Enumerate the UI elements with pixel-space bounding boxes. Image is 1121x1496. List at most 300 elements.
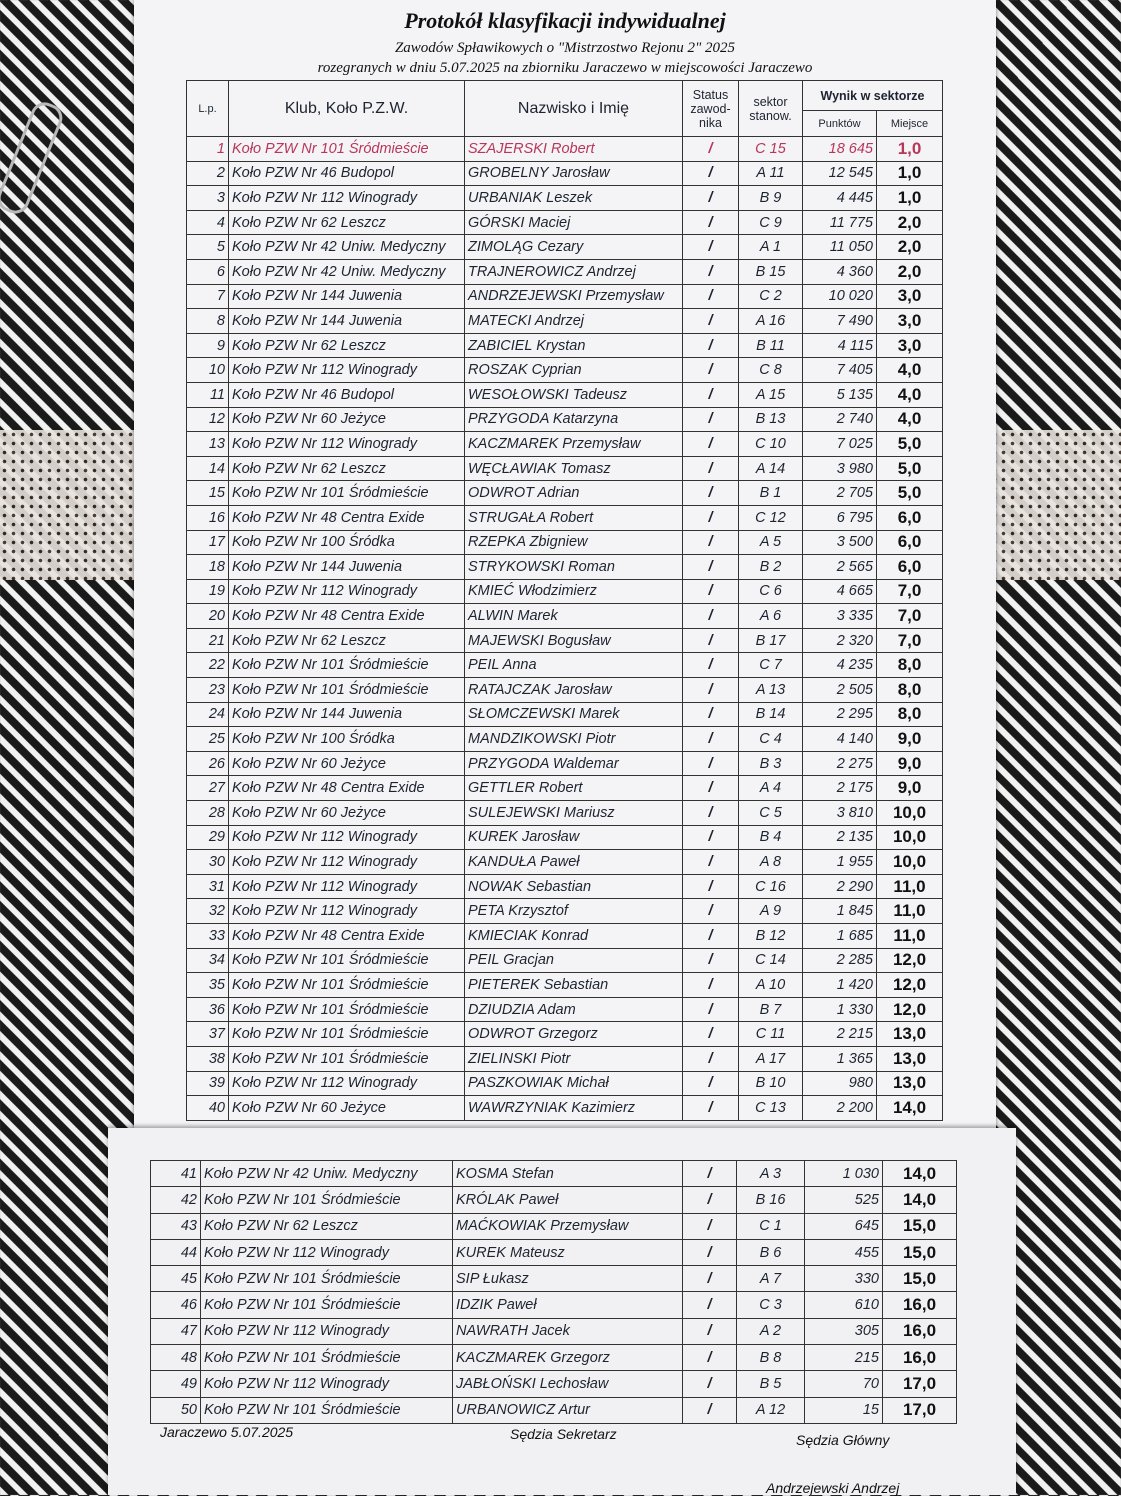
cell-sektor: C 9 [739, 210, 803, 235]
cell-sektor: A 1 [739, 235, 803, 260]
cell-klub: Koło PZW Nr 112 Winogrady [229, 1071, 465, 1096]
cell-nazwisko: GÓRSKI Maciej [465, 210, 683, 235]
table-row [187, 751, 943, 776]
cell-sektor: A 15 [739, 382, 803, 407]
table-row [187, 210, 943, 235]
cell-nazwisko: KMIECIAK Konrad [465, 924, 683, 949]
cell-lp: 12 [187, 407, 229, 432]
cell-sektor: B 6 [737, 1239, 805, 1265]
cell-nazwisko: ZABICIEL Krystan [465, 333, 683, 358]
table-row [187, 309, 943, 334]
cell-sektor: B 10 [739, 1071, 803, 1096]
cell-punkty: 2 200 [803, 1096, 877, 1121]
table-row [187, 1022, 943, 1047]
table-row [187, 1096, 943, 1121]
cell-nazwisko: PEIL Gracjan [465, 948, 683, 973]
cell-lp: 22 [187, 653, 229, 678]
cell-nazwisko: ANDRZEJEWSKI Przemysław [465, 284, 683, 309]
cell-lp: 43 [151, 1213, 201, 1239]
table-row [187, 186, 943, 211]
cell-miejsce: 5,0 [877, 481, 943, 506]
cell-punkty: 12 545 [803, 161, 877, 186]
cell-status: / [683, 1213, 737, 1239]
cell-miejsce: 1,0 [877, 186, 943, 211]
cell-nazwisko: STRYKOWSKI Roman [465, 555, 683, 580]
cell-punkty: 7 490 [803, 309, 877, 334]
cell-klub: Koło PZW Nr 101 Śródmieście [229, 997, 465, 1022]
cell-punkty: 4 665 [803, 579, 877, 604]
table-row [187, 432, 943, 457]
cell-nazwisko: WĘCŁAWIAK Tomasz [465, 456, 683, 481]
cell-status: / [683, 1187, 737, 1213]
cell-status: / [683, 259, 739, 284]
cell-sektor: C 7 [739, 653, 803, 678]
cell-sektor: C 8 [739, 358, 803, 383]
cell-klub: Koło PZW Nr 101 Śródmieście [201, 1266, 453, 1292]
cell-nazwisko: PETA Krzysztof [465, 899, 683, 924]
cell-klub: Koło PZW Nr 48 Centra Exide [229, 776, 465, 801]
cell-lp: 37 [187, 1022, 229, 1047]
cell-status: / [683, 555, 739, 580]
cell-klub: Koło PZW Nr 101 Śródmieście [229, 653, 465, 678]
cell-nazwisko: PASZKOWIAK Michał [465, 1071, 683, 1096]
table-row [151, 1292, 957, 1318]
cell-miejsce: 2,0 [877, 259, 943, 284]
cell-sektor: A 13 [739, 678, 803, 703]
cell-klub: Koło PZW Nr 144 Juwenia [229, 284, 465, 309]
table-row [187, 579, 943, 604]
cell-sektor: B 4 [739, 825, 803, 850]
cell-status: / [683, 505, 739, 530]
cell-status: / [683, 973, 739, 998]
cell-status: / [683, 456, 739, 481]
cell-sektor: A 2 [737, 1318, 805, 1344]
cell-klub: Koło PZW Nr 112 Winogrady [229, 850, 465, 875]
cell-nazwisko: STRUGAŁA Robert [465, 505, 683, 530]
table-row [187, 1071, 943, 1096]
cell-klub: Koło PZW Nr 101 Śródmieście [201, 1292, 453, 1318]
table-row [151, 1397, 957, 1423]
cell-status: / [683, 382, 739, 407]
cell-sektor: A 12 [737, 1397, 805, 1423]
cell-klub: Koło PZW Nr 112 Winogrady [229, 825, 465, 850]
cell-klub: Koło PZW Nr 112 Winogrady [229, 899, 465, 924]
cell-klub: Koło PZW Nr 144 Juwenia [229, 309, 465, 334]
cell-nazwisko: MANDZIKOWSKI Piotr [465, 727, 683, 752]
cell-miejsce: 17,0 [883, 1397, 957, 1423]
cell-status: / [683, 653, 739, 678]
cell-punkty: 980 [803, 1071, 877, 1096]
cell-status: / [683, 235, 739, 260]
cell-miejsce: 6,0 [877, 505, 943, 530]
table-row [151, 1318, 957, 1344]
document-place-line: rozegranych w dniu 5.07.2025 na zbiorniku Jaraczewo w miejscowości Jaraczewo [317, 60, 813, 76]
cell-punkty: 1 030 [805, 1161, 883, 1187]
cell-nazwisko: KACZMAREK Przemysław [465, 432, 683, 457]
cell-klub: Koło PZW Nr 48 Centra Exide [229, 604, 465, 629]
table-row [187, 382, 943, 407]
cell-klub: Koło PZW Nr 62 Leszcz [229, 456, 465, 481]
cell-lp: 15 [187, 481, 229, 506]
cell-nazwisko: IDZIK Paweł [453, 1292, 683, 1318]
cell-klub: Koło PZW Nr 62 Leszcz [201, 1213, 453, 1239]
table-row [187, 801, 943, 826]
cell-klub: Koło PZW Nr 42 Uniw. Medyczny [201, 1161, 453, 1187]
cell-klub: Koło PZW Nr 60 Jeżyce [229, 407, 465, 432]
table-row [187, 456, 943, 481]
cell-miejsce: 3,0 [877, 284, 943, 309]
cell-sektor: A 9 [739, 899, 803, 924]
cell-lp: 4 [187, 210, 229, 235]
cell-miejsce: 5,0 [877, 456, 943, 481]
cell-sektor: C 1 [737, 1213, 805, 1239]
cell-punkty: 2 705 [803, 481, 877, 506]
cell-nazwisko: MAJEWSKI Bogusław [465, 628, 683, 653]
cell-punkty: 7 025 [803, 432, 877, 457]
cell-punkty: 2 175 [803, 776, 877, 801]
cell-status: / [683, 432, 739, 457]
results-table-continued [150, 1160, 957, 1424]
cell-miejsce: 6,0 [877, 555, 943, 580]
document-title: Protokół klasyfikacji indywidualnej [404, 8, 726, 33]
table-row [187, 1046, 943, 1071]
cell-nazwisko: ALWIN Marek [465, 604, 683, 629]
table-row [151, 1161, 957, 1187]
cell-lp: 2 [187, 161, 229, 186]
cell-miejsce: 5,0 [877, 432, 943, 457]
cell-punkty: 10 020 [803, 284, 877, 309]
cell-lp: 34 [187, 948, 229, 973]
cell-lp: 24 [187, 702, 229, 727]
cell-miejsce: 6,0 [877, 530, 943, 555]
cell-punkty: 15 [805, 1397, 883, 1423]
cell-lp: 16 [187, 505, 229, 530]
cell-nazwisko: GROBELNY Jarosław [465, 161, 683, 186]
cell-nazwisko: SŁOMCZEWSKI Marek [465, 702, 683, 727]
cell-sektor: A 17 [739, 1046, 803, 1071]
cell-punkty: 11 775 [803, 210, 877, 235]
cell-miejsce: 4,0 [877, 358, 943, 383]
cell-sektor: A 4 [739, 776, 803, 801]
cell-sektor: B 15 [739, 259, 803, 284]
cell-punkty: 4 235 [803, 653, 877, 678]
cell-lp: 45 [151, 1266, 201, 1292]
cell-sektor: B 9 [739, 186, 803, 211]
results-table [186, 80, 943, 1121]
cell-status: / [683, 1266, 737, 1292]
table-row [187, 284, 943, 309]
cell-status: / [683, 874, 739, 899]
cell-sektor: A 11 [739, 161, 803, 186]
cell-klub: Koło PZW Nr 112 Winogrady [201, 1239, 453, 1265]
cell-miejsce: 16,0 [883, 1292, 957, 1318]
cell-lp: 26 [187, 751, 229, 776]
cell-status: / [683, 948, 739, 973]
cell-klub: Koło PZW Nr 101 Śródmieście [201, 1187, 453, 1213]
cell-lp: 46 [151, 1292, 201, 1318]
cell-punkty: 6 795 [803, 505, 877, 530]
cell-klub: Koło PZW Nr 112 Winogrady [229, 432, 465, 457]
cell-miejsce: 10,0 [877, 801, 943, 826]
col-lp: L.p. [187, 81, 229, 137]
cell-klub: Koło PZW Nr 60 Jeżyce [229, 1096, 465, 1121]
cell-nazwisko: RATAJCZAK Jarosław [465, 678, 683, 703]
cell-miejsce: 2,0 [877, 235, 943, 260]
cell-klub: Koło PZW Nr 101 Śródmieście [201, 1345, 453, 1371]
cell-klub: Koło PZW Nr 60 Jeżyce [229, 801, 465, 826]
table-row [151, 1371, 957, 1397]
cell-nazwisko: PRZYGODA Waldemar [465, 751, 683, 776]
cell-klub: Koło PZW Nr 48 Centra Exide [229, 924, 465, 949]
cell-sektor: A 16 [739, 309, 803, 334]
cell-punkty: 645 [805, 1213, 883, 1239]
cell-miejsce: 17,0 [883, 1371, 957, 1397]
cell-nazwisko: ROSZAK Cyprian [465, 358, 683, 383]
cell-miejsce: 11,0 [877, 924, 943, 949]
cell-nazwisko: NAWRATH Jacek [453, 1318, 683, 1344]
cell-punkty: 2 295 [803, 702, 877, 727]
cell-lp: 36 [187, 997, 229, 1022]
cell-sektor: A 6 [739, 604, 803, 629]
cell-miejsce: 3,0 [877, 333, 943, 358]
cell-miejsce: 14,0 [883, 1187, 957, 1213]
cell-nazwisko: GETTLER Robert [465, 776, 683, 801]
cell-lp: 28 [187, 801, 229, 826]
cell-status: / [683, 604, 739, 629]
cell-punkty: 7 405 [803, 358, 877, 383]
cell-klub: Koło PZW Nr 112 Winogrady [229, 579, 465, 604]
cell-nazwisko: KOSMA Stefan [453, 1161, 683, 1187]
cell-status: / [683, 530, 739, 555]
cell-nazwisko: ZIMOLĄG Cezary [465, 235, 683, 260]
cell-klub: Koło PZW Nr 42 Uniw. Medyczny [229, 235, 465, 260]
cell-punkty: 2 740 [803, 407, 877, 432]
cell-nazwisko: KMIEĆ Włodzimierz [465, 579, 683, 604]
cell-klub: Koło PZW Nr 112 Winogrady [229, 874, 465, 899]
cell-sektor: C 12 [739, 505, 803, 530]
cell-punkty: 1 955 [803, 850, 877, 875]
cell-punkty: 2 290 [803, 874, 877, 899]
cell-nazwisko: PIETEREK Sebastian [465, 973, 683, 998]
cell-lp: 19 [187, 579, 229, 604]
cell-status: / [683, 1397, 737, 1423]
cell-status: / [683, 850, 739, 875]
cell-klub: Koło PZW Nr 101 Śródmieście [229, 1022, 465, 1047]
cell-lp: 13 [187, 432, 229, 457]
cell-sektor: C 2 [739, 284, 803, 309]
cell-lp: 49 [151, 1371, 201, 1397]
col-status: Status zawod-nika [683, 81, 739, 137]
cell-klub: Koło PZW Nr 101 Śródmieście [229, 1046, 465, 1071]
cell-nazwisko: KANDUŁA Paweł [465, 850, 683, 875]
cell-sektor: C 4 [739, 727, 803, 752]
cell-sektor: C 11 [739, 1022, 803, 1047]
cell-lp: 18 [187, 555, 229, 580]
cell-status: / [683, 776, 739, 801]
table-row [187, 161, 943, 186]
table-row [151, 1345, 957, 1371]
table-row [187, 259, 943, 284]
cell-nazwisko: KUREK Jarosław [465, 825, 683, 850]
cell-punkty: 18 645 [803, 137, 877, 162]
cell-sektor: A 10 [739, 973, 803, 998]
cell-lp: 11 [187, 382, 229, 407]
cell-klub: Koło PZW Nr 112 Winogrady [229, 358, 465, 383]
cell-status: / [683, 407, 739, 432]
cell-klub: Koło PZW Nr 100 Śródka [229, 530, 465, 555]
cell-lp: 3 [187, 186, 229, 211]
cell-sektor: B 8 [737, 1345, 805, 1371]
table-row [187, 358, 943, 383]
table-row [151, 1187, 957, 1213]
document-subtitle: Zawodów Spławikowych o "Mistrzostwo Rejonu 2" 2025 [394, 40, 736, 56]
cell-lp: 47 [151, 1318, 201, 1344]
cell-miejsce: 8,0 [877, 702, 943, 727]
cell-lp: 44 [151, 1239, 201, 1265]
cell-nazwisko: ODWROT Grzegorz [465, 1022, 683, 1047]
cell-nazwisko: URBANIAK Leszek [465, 186, 683, 211]
cell-punkty: 2 215 [803, 1022, 877, 1047]
cell-punkty: 3 810 [803, 801, 877, 826]
cell-lp: 31 [187, 874, 229, 899]
table-row [187, 333, 943, 358]
cell-miejsce: 7,0 [877, 604, 943, 629]
cell-lp: 25 [187, 727, 229, 752]
cell-status: / [683, 727, 739, 752]
cell-nazwisko: WAWRZYNIAK Kazimierz [465, 1096, 683, 1121]
cell-klub: Koło PZW Nr 62 Leszcz [229, 333, 465, 358]
cell-miejsce: 9,0 [877, 727, 943, 752]
cell-lp: 5 [187, 235, 229, 260]
cell-miejsce: 12,0 [877, 997, 943, 1022]
cell-sektor: A 5 [739, 530, 803, 555]
cell-punkty: 2 285 [803, 948, 877, 973]
cell-miejsce: 13,0 [877, 1022, 943, 1047]
cell-nazwisko: URBANOWICZ Artur [453, 1397, 683, 1423]
cell-lp: 21 [187, 628, 229, 653]
cell-klub: Koło PZW Nr 112 Winogrady [201, 1371, 453, 1397]
cell-status: / [683, 924, 739, 949]
cell-sektor: C 6 [739, 579, 803, 604]
cell-sektor: A 14 [739, 456, 803, 481]
table-row [187, 628, 943, 653]
table-row [187, 874, 943, 899]
table-row [187, 973, 943, 998]
cell-status: / [683, 751, 739, 776]
cell-lp: 7 [187, 284, 229, 309]
cell-klub: Koło PZW Nr 46 Budopol [229, 161, 465, 186]
cell-lp: 27 [187, 776, 229, 801]
table-row [151, 1266, 957, 1292]
cell-sektor: B 17 [739, 628, 803, 653]
cell-sektor: C 16 [739, 874, 803, 899]
table-row [187, 481, 943, 506]
table-row [151, 1213, 957, 1239]
cell-miejsce: 16,0 [883, 1345, 957, 1371]
col-klub: Klub, Koło P.Z.W. [229, 81, 465, 137]
cell-status: / [683, 1161, 737, 1187]
cell-punkty: 2 320 [803, 628, 877, 653]
cell-status: / [683, 997, 739, 1022]
col-miejsce: Miejsce [877, 111, 943, 137]
cell-klub: Koło PZW Nr 112 Winogrady [229, 186, 465, 211]
cell-lp: 29 [187, 825, 229, 850]
cell-miejsce: 4,0 [877, 407, 943, 432]
cell-klub: Koło PZW Nr 112 Winogrady [201, 1318, 453, 1344]
cell-sektor: B 11 [739, 333, 803, 358]
cell-sektor: A 8 [739, 850, 803, 875]
cell-klub: Koło PZW Nr 144 Juwenia [229, 555, 465, 580]
cell-sektor: B 16 [737, 1187, 805, 1213]
cell-status: / [683, 678, 739, 703]
paperclip-icon [0, 98, 67, 218]
cell-status: / [683, 1345, 737, 1371]
cell-punkty: 215 [805, 1345, 883, 1371]
cell-nazwisko: KUREK Mateusz [453, 1239, 683, 1265]
cell-status: / [683, 481, 739, 506]
cell-punkty: 1 330 [803, 997, 877, 1022]
cell-miejsce: 14,0 [877, 1096, 943, 1121]
cell-miejsce: 10,0 [877, 850, 943, 875]
cell-status: / [683, 1071, 739, 1096]
cell-punkty: 4 445 [803, 186, 877, 211]
table-row [187, 825, 943, 850]
cell-nazwisko: ODWROT Adrian [465, 481, 683, 506]
cell-status: / [683, 284, 739, 309]
cell-punkty: 2 505 [803, 678, 877, 703]
cell-miejsce: 3,0 [877, 309, 943, 334]
cell-miejsce: 13,0 [877, 1046, 943, 1071]
cell-nazwisko: KACZMAREK Grzegorz [453, 1345, 683, 1371]
cell-miejsce: 15,0 [883, 1239, 957, 1265]
cell-punkty: 3 980 [803, 456, 877, 481]
cell-nazwisko: MATECKI Andrzej [465, 309, 683, 334]
cell-miejsce: 9,0 [877, 751, 943, 776]
cell-sektor: B 12 [739, 924, 803, 949]
cell-klub: Koło PZW Nr 144 Juwenia [229, 702, 465, 727]
cell-lp: 39 [187, 1071, 229, 1096]
cell-lp: 33 [187, 924, 229, 949]
table-row [187, 727, 943, 752]
cell-sektor: C 10 [739, 432, 803, 457]
cell-sektor: A 7 [737, 1266, 805, 1292]
cell-miejsce: 2,0 [877, 210, 943, 235]
footer-secretary: Sędzia Sekretarz [510, 1426, 617, 1442]
cell-lp: 17 [187, 530, 229, 555]
cell-sektor: B 13 [739, 407, 803, 432]
cell-miejsce: 9,0 [877, 776, 943, 801]
cell-nazwisko: DZIUDZIA Adam [465, 997, 683, 1022]
cell-punkty: 4 140 [803, 727, 877, 752]
cell-status: / [683, 579, 739, 604]
cell-sektor: A 3 [737, 1161, 805, 1187]
col-nazwisko: Nazwisko i Imię [465, 81, 683, 137]
table-row [187, 555, 943, 580]
cell-lp: 42 [151, 1187, 201, 1213]
cell-punkty: 5 135 [803, 382, 877, 407]
cell-sektor: C 14 [739, 948, 803, 973]
col-wynik: Wynik w sektorze [803, 81, 943, 111]
table-row [187, 678, 943, 703]
col-sektor: sektor stanow. [739, 81, 803, 137]
cell-klub: Koło PZW Nr 60 Jeżyce [229, 751, 465, 776]
cell-status: / [683, 161, 739, 186]
cell-miejsce: 8,0 [877, 678, 943, 703]
cell-lp: 9 [187, 333, 229, 358]
cell-status: / [683, 210, 739, 235]
cell-status: / [683, 1046, 739, 1071]
cell-sektor: B 1 [739, 481, 803, 506]
